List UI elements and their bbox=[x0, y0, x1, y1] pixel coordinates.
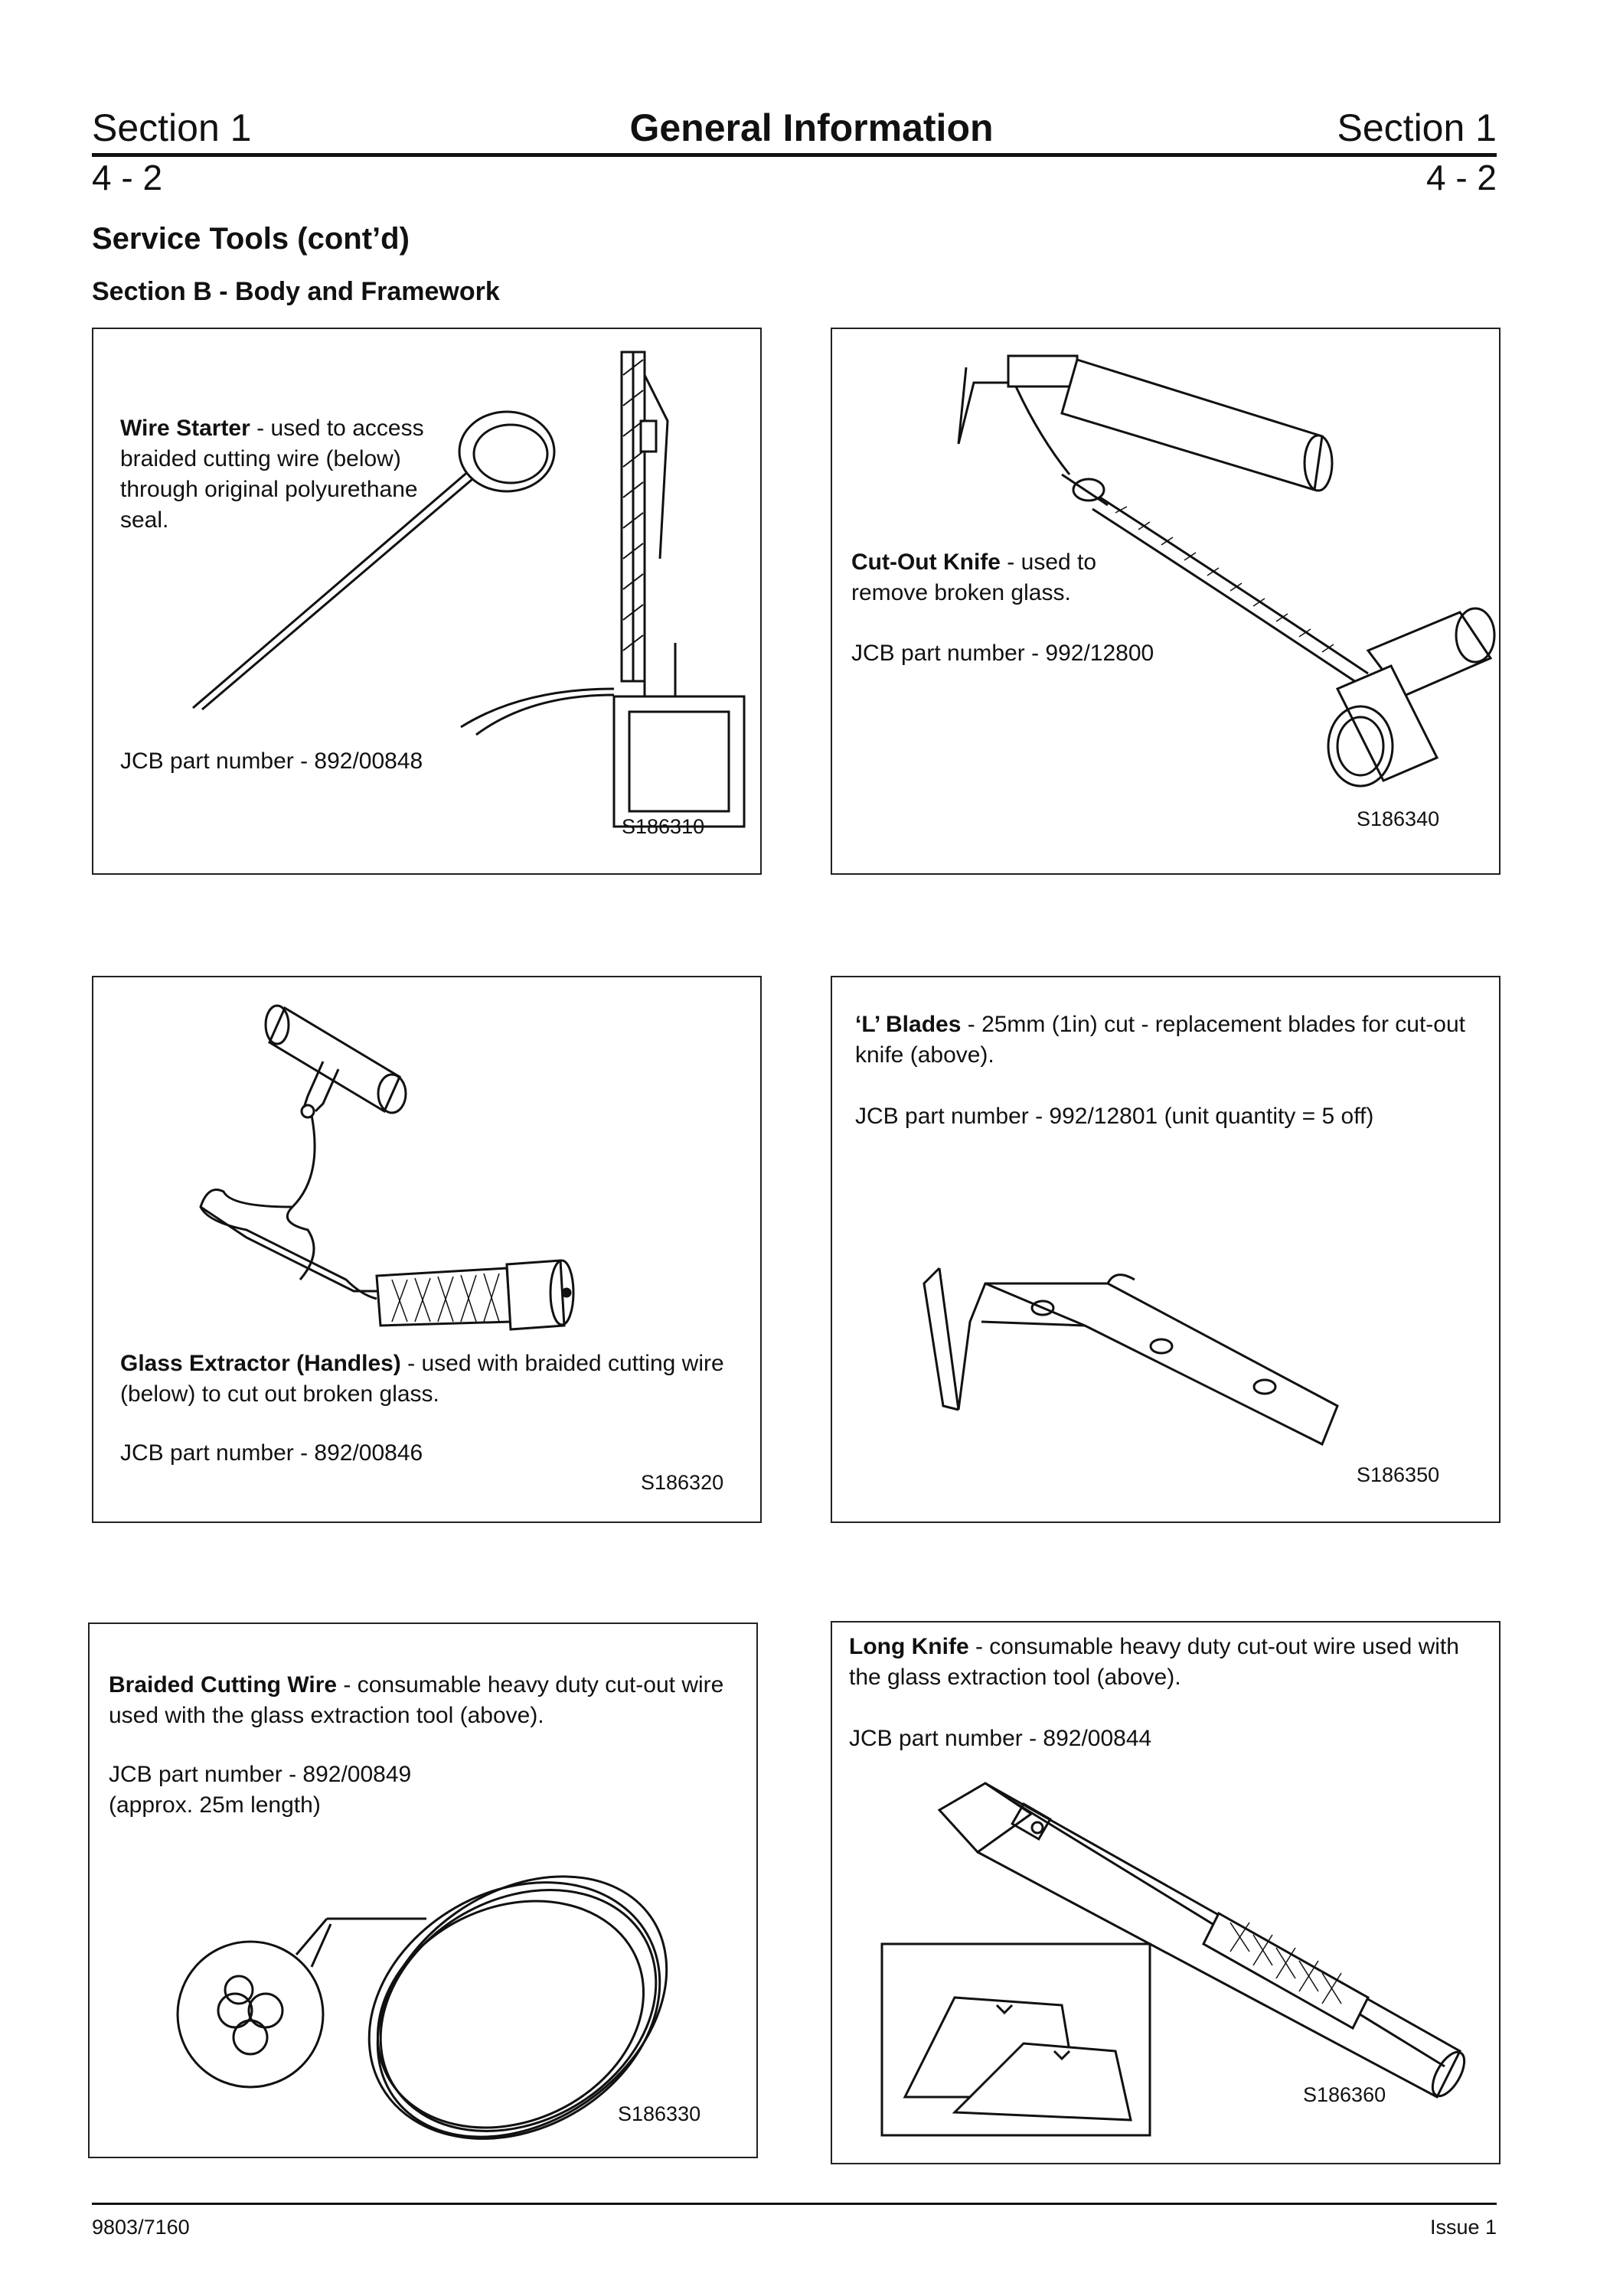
tool-card-wire-starter bbox=[92, 328, 762, 875]
tool-name: Glass Extractor (Handles) bbox=[120, 1351, 401, 1376]
glass-extractor-illustration bbox=[93, 977, 763, 1525]
tool-card-long-knife bbox=[831, 1621, 1501, 2164]
footer-rule bbox=[92, 2203, 1497, 2205]
tool-part-number: JCB part number - 892/00848 bbox=[120, 748, 423, 774]
l-blade-illustration bbox=[832, 977, 1502, 1525]
section-title: Service Tools (cont’d) bbox=[92, 222, 410, 256]
section-subtitle: Section B - Body and Framework bbox=[92, 277, 500, 306]
header-section-left: Section 1 bbox=[92, 106, 252, 149]
tool-desc-text: - consumable heavy duty cut-out wire used with the glass extraction tool (above). bbox=[849, 1634, 1459, 1690]
page-number-right: 4 - 2 bbox=[1425, 158, 1497, 197]
tool-card-cut-out-knife bbox=[831, 328, 1501, 875]
header-title: General Information bbox=[629, 106, 994, 149]
tool-name: Braided Cutting Wire bbox=[109, 1672, 338, 1698]
header-rule bbox=[92, 153, 1497, 157]
tool-name: ‘L’ Blades bbox=[855, 1012, 962, 1037]
tool-name: Long Knife bbox=[849, 1634, 969, 1659]
tool-part-number: JCB part number - 992/12801 (unit quantity = 5 off) bbox=[855, 1104, 1374, 1129]
tool-name: Cut-Out Knife bbox=[851, 550, 1001, 575]
wire-starter-illustration bbox=[93, 329, 763, 876]
braided-wire-illustration bbox=[90, 1624, 759, 2160]
tool-part-number: JCB part number - 892/00849 bbox=[109, 1762, 412, 1787]
figure-code: S186330 bbox=[618, 2102, 701, 2125]
figure-code: S186340 bbox=[1357, 807, 1440, 830]
tool-name: Wire Starter bbox=[120, 416, 250, 441]
header-section-right: Section 1 bbox=[1337, 106, 1497, 149]
tool-desc-text: - 25mm (1in) cut - replacement blades for cut-out knife (above). bbox=[855, 1012, 1465, 1068]
tool-part-number: JCB part number - 992/12800 bbox=[851, 641, 1154, 666]
tool-desc-text: - used with braided cutting wire (below) to cut out broken glass. bbox=[120, 1351, 724, 1407]
tool-card-glass-extractor bbox=[92, 976, 762, 1523]
page-number-left: 4 - 2 bbox=[92, 158, 163, 197]
tool-card-l-blades bbox=[831, 976, 1501, 1523]
cut-out-knife-illustration bbox=[832, 329, 1502, 876]
figure-code: S186350 bbox=[1357, 1463, 1440, 1486]
footer-document-number: 9803/7160 bbox=[92, 2216, 190, 2239]
tool-part-number: JCB part number - 892/00846 bbox=[120, 1440, 423, 1466]
footer-issue: Issue 1 bbox=[1429, 2216, 1497, 2239]
figure-code: S186320 bbox=[641, 1471, 724, 1494]
long-knife-illustration bbox=[832, 1623, 1502, 2166]
figure-code: S186360 bbox=[1303, 2083, 1386, 2106]
tool-desc-text: - used to access braided cutting wire (below) through original polyurethane seal. bbox=[120, 416, 424, 533]
tool-desc-text: - used to remove broken glass. bbox=[851, 550, 1097, 605]
tool-part-note: (approx. 25m length) bbox=[109, 1792, 321, 1818]
figure-code: S186310 bbox=[622, 815, 705, 838]
tool-desc-text: - consumable heavy duty cut-out wire used with the glass extraction tool (above). bbox=[109, 1672, 724, 1728]
tool-part-number: JCB part number - 892/00844 bbox=[849, 1726, 1152, 1751]
tool-card-braided-cutting-wire bbox=[88, 1623, 758, 2158]
